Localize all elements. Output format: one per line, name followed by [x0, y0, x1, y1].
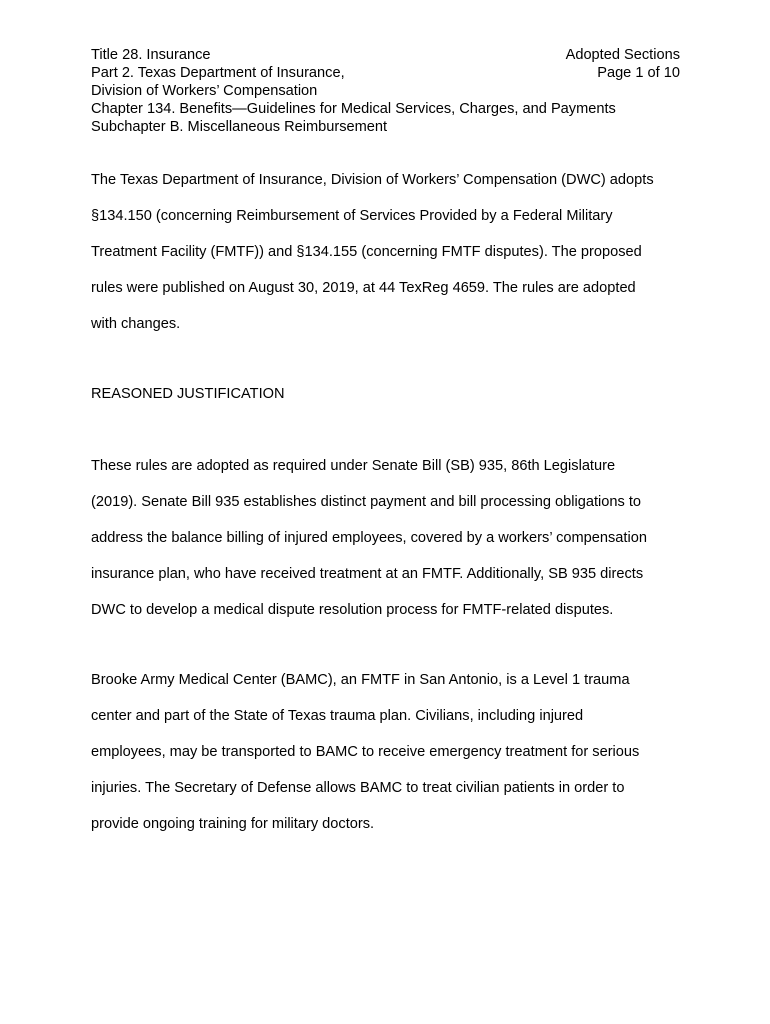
header-division: Division of Workers’ Compensation [91, 83, 318, 99]
paragraph-line: injuries. The Secretary of Defense allows BAMC to treat civilian patients in order to [91, 780, 625, 796]
paragraph-line: DWC to develop a medical dispute resolution process for FMTF-related disputes. [91, 602, 614, 618]
header-adopted-sections: Adopted Sections [565, 47, 680, 63]
paragraph-line: address the balance billing of injured employees, covered by a workers’ compensation [91, 530, 647, 546]
paragraph-line: with changes. [91, 316, 181, 332]
header-chapter: Chapter 134. Benefits—Guidelines for Medical Services, Charges, and Payments [91, 101, 616, 117]
paragraph-line: center and part of the State of Texas trauma plan. Civilians, including injured [91, 708, 584, 724]
paragraph-line: Brooke Army Medical Center (BAMC), an FMTF in San Antonio, is a Level 1 trauma [91, 672, 630, 688]
header-row-2 [91, 64, 680, 82]
justification-paragraph [91, 456, 691, 636]
section-heading-reasoned-justification [91, 384, 691, 404]
paragraph-line: The Texas Department of Insurance, Division of Workers’ Compensation (DWC) adopts [91, 172, 654, 188]
header-subchapter: Subchapter B. Miscellaneous Reimbursement [91, 119, 388, 135]
paragraph-line: employees, may be transported to BAMC to receive emergency treatment for serious [91, 744, 640, 760]
paragraph-line: insurance plan, who have received treatment at an FMTF. Additionally, SB 935 directs [91, 566, 644, 582]
header-page-number: Page 1 of 10 [597, 65, 680, 81]
paragraph-line: rules were published on August 30, 2019, at 44 TexReg 4659. The rules are adopted [91, 280, 636, 296]
document-header [91, 46, 680, 136]
paragraph-line: Treatment Facility (FMTF)) and §134.155 (concerning FMTF disputes). The proposed [91, 244, 642, 260]
paragraph-line: These rules are adopted as required under Senate Bill (SB) 935, 86th Legislature [91, 458, 616, 474]
paragraph-line: provide ongoing training for military doctors. [91, 816, 375, 832]
header-part: Part 2. Texas Department of Insurance, [91, 65, 345, 81]
header-row-1 [91, 46, 680, 64]
paragraph-line: §134.150 (concerning Reimbursement of Services Provided by a Federal Military [91, 208, 613, 224]
intro-paragraph [91, 170, 691, 350]
bamc-paragraph [91, 670, 691, 850]
header-title: Title 28. Insurance [91, 47, 211, 63]
paragraph-line: (2019). Senate Bill 935 establishes distinct payment and bill processing obligations to [91, 494, 642, 510]
section-heading: REASONED JUSTIFICATION [91, 386, 285, 402]
